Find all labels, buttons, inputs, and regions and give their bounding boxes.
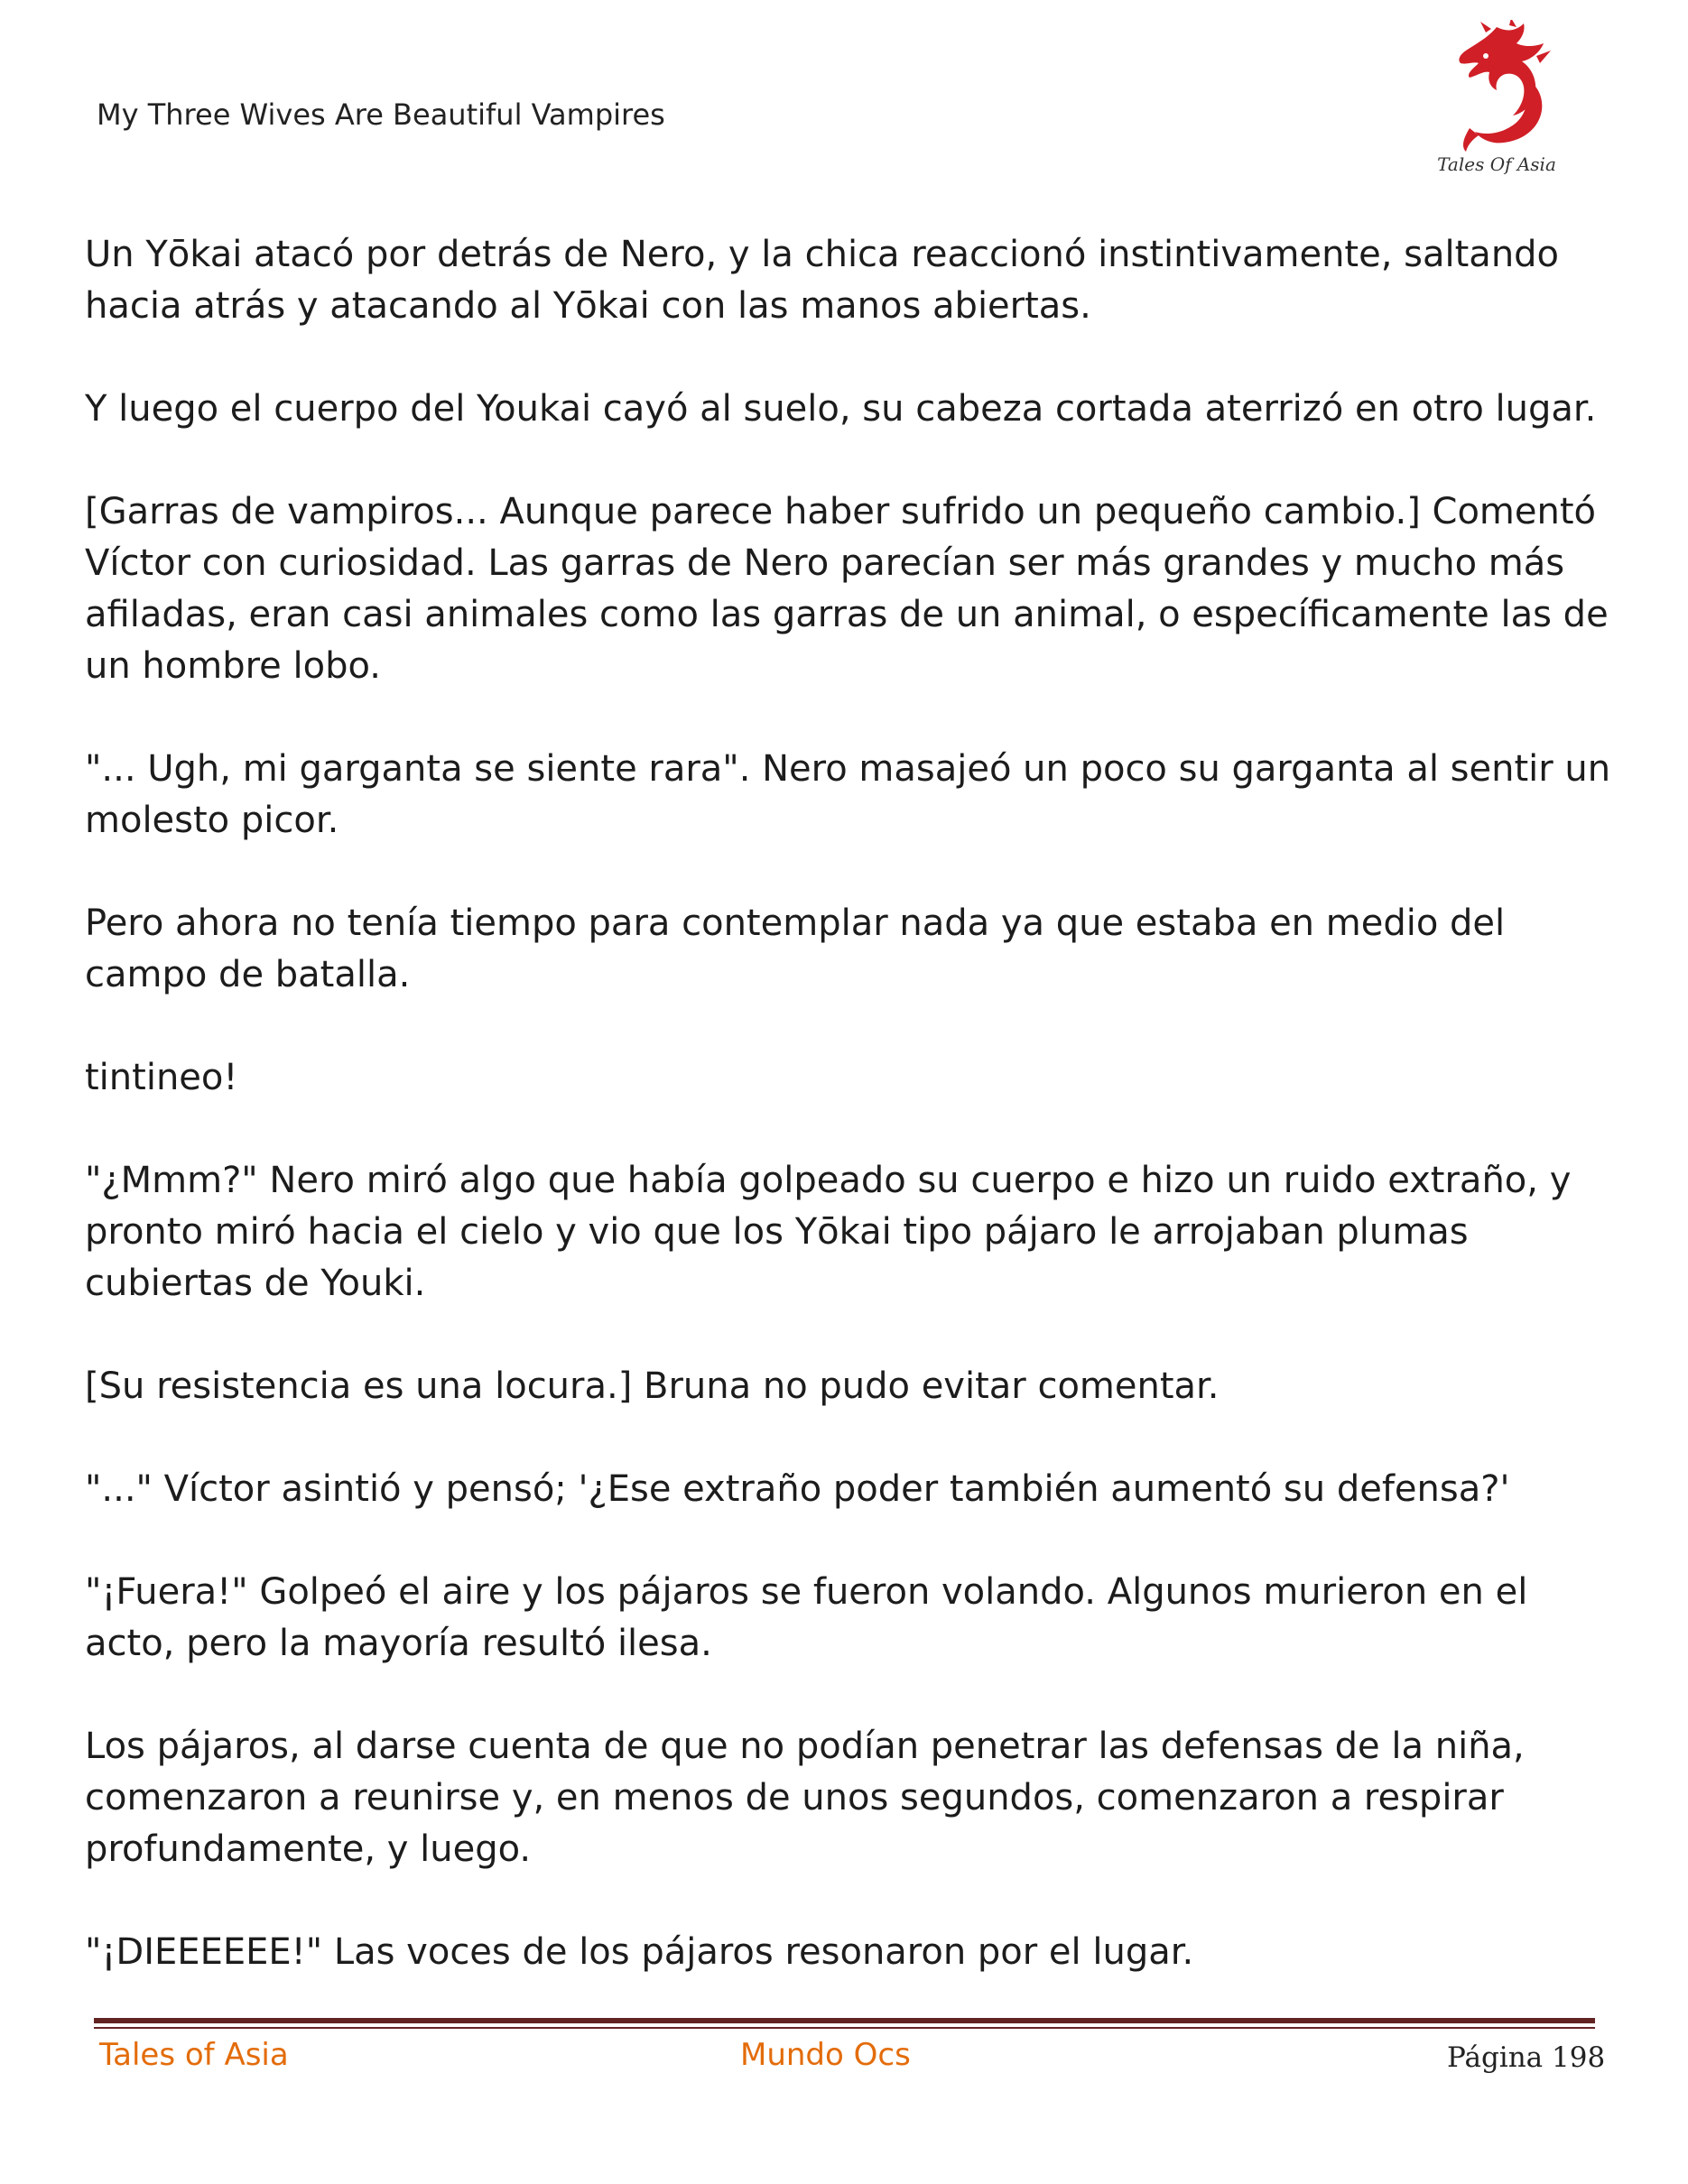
paragraph: "¿Mmm?" Nero miró algo que había golpeado su cuerpo e hizo un ruido extraño, y pronto miró hacia el cielo y vio que los Yōkai tipo pájaro le arrojaban plumas cubiertas de Youki.	[85, 1160, 1572, 1304]
paragraph: Un Yōkai atacó por detrás de Nero, y la chica reaccionó instintivamente, saltando hacia atrás y atacando al Yōkai con las manos abiertas.	[85, 234, 1560, 327]
paragraph: Los pájaros, al darse cuenta de que no podían penetrar las defensas de la niña, comenzaron a reunirse y, en menos de unos segundos, comenzaron a respirar profundamente, y luego.	[85, 1726, 1525, 1870]
paragraph: "¡Fuera!" Golpeó el aire y los pájaros se fueron volando. Algunos murieron en el acto, pero la mayoría resultó ilesa.	[85, 1571, 1528, 1664]
paragraph: [Garras de vampiros... Aunque parece haber sufrido un pequeño cambio.] Comentó Víctor con curiosidad. Las garras de Nero parecían ser más grandes y mucho más afiladas, eran casi animales como las garras de un animal, o específicamente las de un hombre lobo.	[85, 491, 1609, 687]
header-title: My Three Wives Are Beautiful Vampires	[97, 97, 665, 132]
paragraph: Pero ahora no tenía tiempo para contemplar nada ya que estaba en medio del campo de batalla.	[85, 902, 1506, 995]
paragraph: Y luego el cuerpo del Youkai cayó al suelo, su cabeza cortada aterrizó en otro lugar.	[85, 388, 1597, 430]
footer-section-name: Mundo Ocs	[740, 2037, 911, 2073]
paragraph: "..." Víctor asintió y pensó; '¿Ese extraño poder también aumentó su defensa?'	[85, 1468, 1510, 1510]
tales-of-asia-logo	[1433, 20, 1560, 182]
paragraph: "¡DIEEEEEE!" Las voces de los pájaros resonaron por el lugar.	[85, 1931, 1194, 1973]
chapter-body	[85, 229, 1619, 2030]
page-number: Página 198	[1447, 2041, 1606, 2074]
paragraph: [Su resistencia es una locura.] Bruna no pudo evitar comentar.	[85, 1365, 1220, 1407]
paragraph: "... Ugh, mi garganta se siente rara". Nero masajeó un poco su garganta al sentir un molesto picor.	[85, 748, 1611, 841]
paragraph: tintineo!	[85, 1057, 238, 1098]
footer-site-name: Tales of Asia	[99, 2037, 289, 2073]
footer-rule	[94, 2018, 1595, 2029]
logo-text: Tales Of Asia	[1437, 153, 1556, 175]
dragon-icon	[1433, 20, 1560, 155]
